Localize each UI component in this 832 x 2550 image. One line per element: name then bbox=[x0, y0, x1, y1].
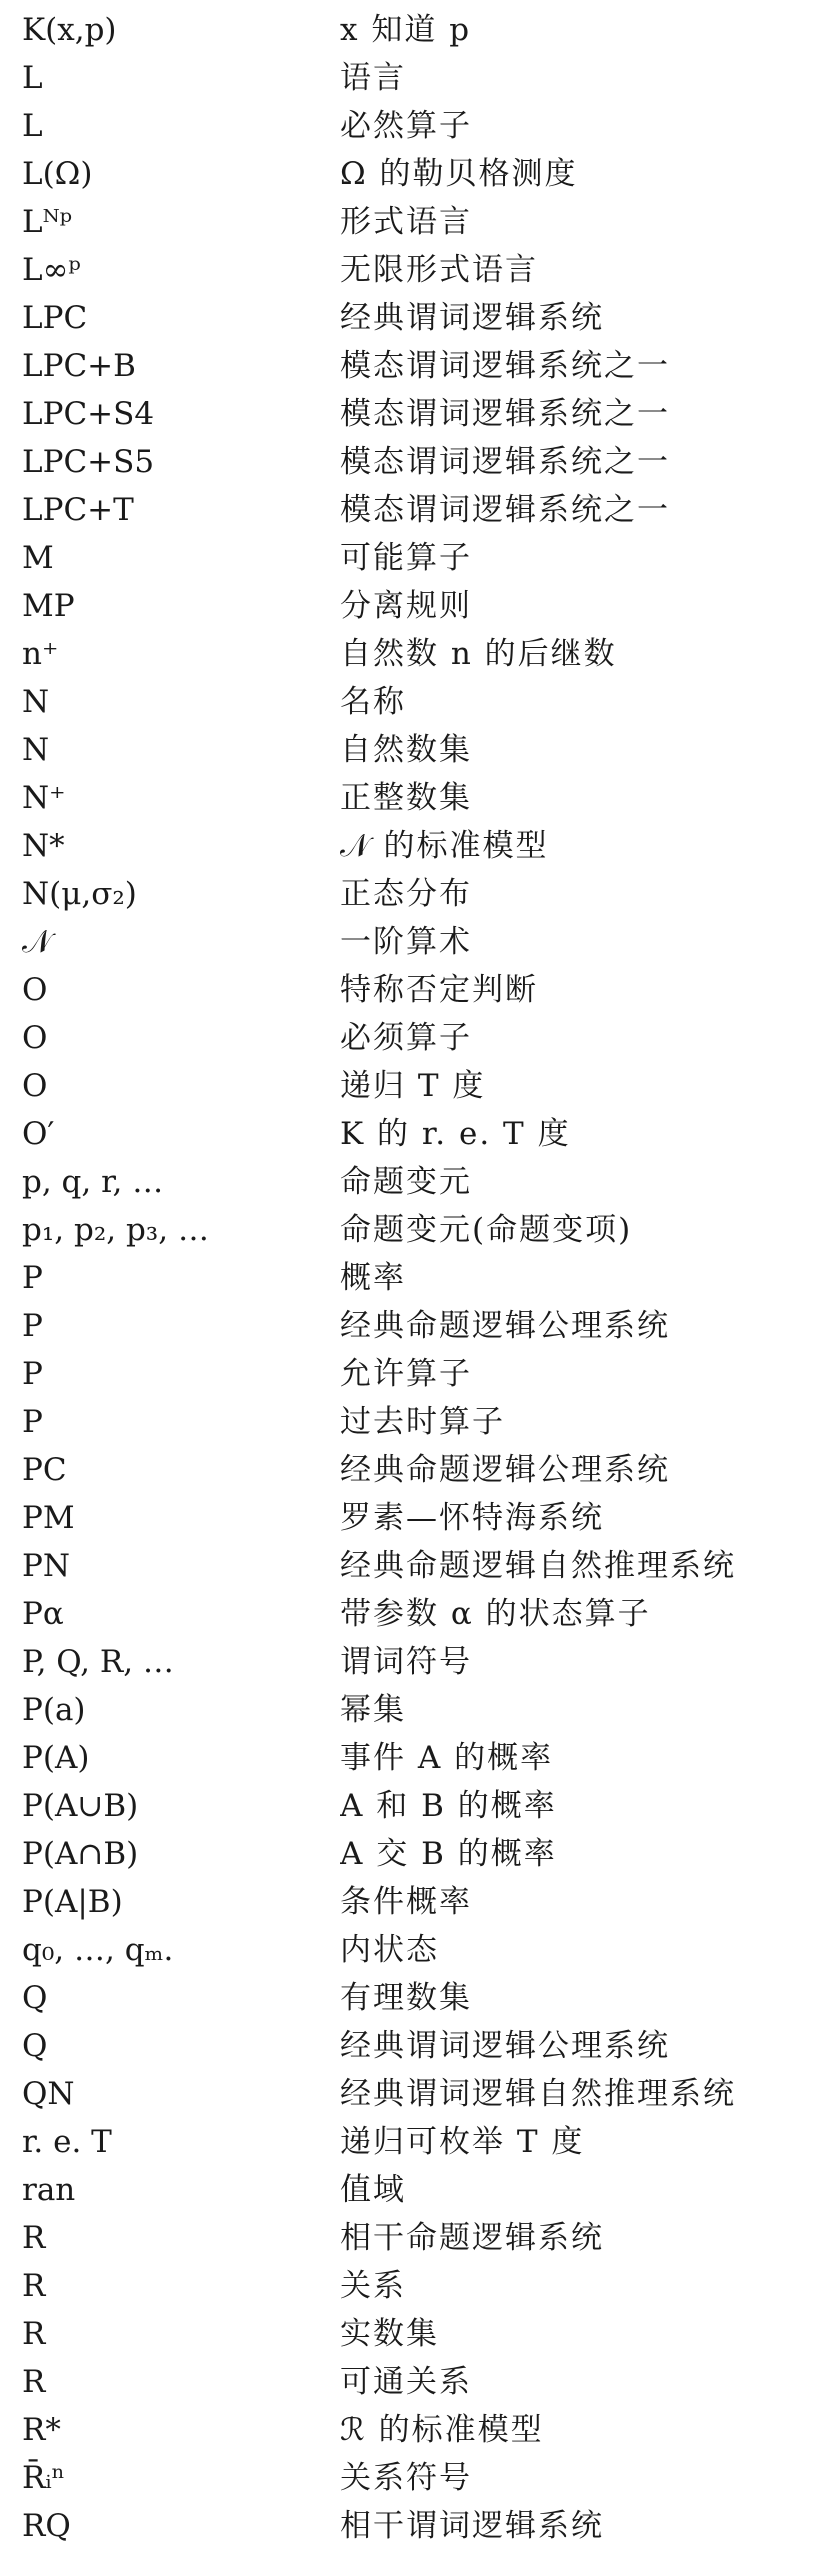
symbol-meaning: 𝒩 的标准模型 bbox=[340, 828, 549, 864]
glossary-row bbox=[0, 678, 832, 726]
symbol-meaning: 值域 bbox=[340, 2172, 406, 2208]
glossary-row bbox=[0, 6, 832, 54]
symbol-term: M bbox=[22, 540, 54, 576]
symbol-term: N bbox=[22, 732, 50, 768]
symbol-meaning: 经典谓词逻辑自然推理系统 bbox=[340, 2076, 736, 2112]
glossary-row bbox=[0, 534, 832, 582]
symbol-term: O bbox=[22, 972, 48, 1008]
symbol-term: R bbox=[22, 2364, 46, 2400]
symbol-term: PN bbox=[22, 1548, 70, 1584]
symbol-term: R bbox=[22, 2268, 46, 2304]
symbol-term: n⁺ bbox=[22, 636, 59, 672]
glossary-row bbox=[0, 438, 832, 486]
symbol-term: 𝒩 bbox=[22, 924, 52, 960]
symbol-meaning: 正态分布 bbox=[340, 876, 472, 912]
glossary-row bbox=[0, 246, 832, 294]
symbol-term: QN bbox=[22, 2076, 75, 2112]
symbol-meaning: 实数集 bbox=[340, 2316, 439, 2352]
symbol-meaning: x 知道 p bbox=[340, 12, 472, 48]
symbol-term: P, Q, R, … bbox=[22, 1644, 174, 1680]
glossary-row bbox=[0, 1302, 832, 1350]
symbol-term: L bbox=[22, 108, 43, 144]
symbol-meaning: 模态谓词逻辑系统之一 bbox=[340, 492, 670, 528]
symbol-term: Q bbox=[22, 2028, 48, 2064]
symbol-term: O′ bbox=[22, 1116, 55, 1152]
symbol-meaning: 经典命题逻辑公理系统 bbox=[340, 1308, 670, 1344]
symbol-term: P bbox=[22, 1404, 43, 1440]
symbol-term: N(μ,σ₂) bbox=[22, 876, 137, 912]
symbol-meaning: 命题变元 bbox=[340, 1164, 472, 1200]
glossary-row bbox=[0, 2310, 832, 2358]
symbol-term: PC bbox=[22, 1452, 67, 1488]
symbol-term: O bbox=[22, 1020, 48, 1056]
symbol-meaning: Ω 的勒贝格测度 bbox=[340, 156, 578, 192]
symbol-meaning: 正整数集 bbox=[340, 780, 472, 816]
glossary-row bbox=[0, 1590, 832, 1638]
glossary-row bbox=[0, 54, 832, 102]
glossary-row bbox=[0, 870, 832, 918]
symbol-term: PM bbox=[22, 1500, 75, 1536]
symbol-term: R bbox=[22, 2220, 46, 2256]
glossary-row bbox=[0, 1062, 832, 1110]
glossary-row bbox=[0, 1446, 832, 1494]
symbol-term: Lᴺᵖ bbox=[22, 204, 73, 240]
symbol-term: R* bbox=[22, 2412, 61, 2448]
symbol-term: O bbox=[22, 1068, 48, 1104]
symbol-meaning: A 和 B 的概率 bbox=[340, 1788, 557, 1824]
symbol-meaning: 语言 bbox=[340, 60, 406, 96]
glossary-row bbox=[0, 1782, 832, 1830]
glossary-row bbox=[0, 1110, 832, 1158]
glossary-row bbox=[0, 342, 832, 390]
symbol-meaning: 谓词符号 bbox=[340, 1644, 472, 1680]
symbol-term: P bbox=[22, 1260, 43, 1296]
symbol-meaning: 递归 T 度 bbox=[340, 1068, 486, 1104]
symbol-term: P(A∪B) bbox=[22, 1788, 139, 1824]
glossary-row bbox=[0, 1254, 832, 1302]
glossary-row bbox=[0, 486, 832, 534]
glossary-row bbox=[0, 582, 832, 630]
glossary-row bbox=[0, 1158, 832, 1206]
symbol-term: N⁺ bbox=[22, 780, 66, 816]
symbol-meaning: 模态谓词逻辑系统之一 bbox=[340, 396, 670, 432]
glossary-row bbox=[0, 918, 832, 966]
symbol-term: q₀, …, qₘ. bbox=[22, 1932, 174, 1968]
symbol-meaning: 概率 bbox=[340, 1260, 406, 1296]
symbol-term: RQ bbox=[22, 2508, 71, 2544]
symbol-term: P bbox=[22, 1356, 43, 1392]
symbol-meaning: 相干命题逻辑系统 bbox=[340, 2220, 604, 2256]
symbol-meaning: 递归可枚举 T 度 bbox=[340, 2124, 585, 2160]
symbol-term: p₁, p₂, p₃, … bbox=[22, 1212, 209, 1248]
symbol-term: R bbox=[22, 2316, 46, 2352]
symbol-meaning: 无限形式语言 bbox=[340, 252, 538, 288]
symbol-term: P bbox=[22, 1308, 43, 1344]
symbol-term: P(A) bbox=[22, 1740, 90, 1776]
symbol-meaning: 有理数集 bbox=[340, 1980, 472, 2016]
symbol-term: R̄ᵢⁿ bbox=[22, 2460, 65, 2496]
symbol-meaning: A 交 B 的概率 bbox=[340, 1836, 557, 1872]
glossary-row bbox=[0, 1350, 832, 1398]
glossary-row bbox=[0, 2166, 832, 2214]
symbol-meaning: 形式语言 bbox=[340, 204, 472, 240]
glossary-row bbox=[0, 2070, 832, 2118]
glossary-row bbox=[0, 1014, 832, 1062]
symbol-meaning: ℛ 的标准模型 bbox=[340, 2412, 544, 2448]
glossary-row bbox=[0, 1206, 832, 1254]
symbol-meaning: 关系符号 bbox=[340, 2460, 472, 2496]
symbol-meaning: 分离规则 bbox=[340, 588, 472, 624]
symbol-meaning: 经典命题逻辑公理系统 bbox=[340, 1452, 670, 1488]
symbol-term: LPC bbox=[22, 300, 88, 336]
glossary-row bbox=[0, 822, 832, 870]
symbol-term: p, q, r, … bbox=[22, 1164, 164, 1200]
symbol-term: N* bbox=[22, 828, 65, 864]
glossary-row bbox=[0, 1542, 832, 1590]
symbol-term: P(A∩B) bbox=[22, 1836, 139, 1872]
glossary-row bbox=[0, 1974, 832, 2022]
symbol-meaning: 允许算子 bbox=[340, 1356, 472, 1392]
glossary-row bbox=[0, 2022, 832, 2070]
glossary-row bbox=[0, 1926, 832, 1974]
glossary-row bbox=[0, 1734, 832, 1782]
glossary-row bbox=[0, 2118, 832, 2166]
glossary-row bbox=[0, 294, 832, 342]
symbol-term: Pα bbox=[22, 1596, 64, 1632]
symbol-meaning: 模态谓词逻辑系统之一 bbox=[340, 348, 670, 384]
glossary-row bbox=[0, 102, 832, 150]
glossary-row bbox=[0, 2214, 832, 2262]
symbol-meaning: 自然数集 bbox=[340, 732, 472, 768]
symbol-meaning: 罗素—怀特海系统 bbox=[340, 1500, 604, 1536]
symbol-meaning: 经典命题逻辑自然推理系统 bbox=[340, 1548, 736, 1584]
symbol-meaning: 内状态 bbox=[340, 1932, 439, 1968]
symbol-term: LPC+S4 bbox=[22, 396, 155, 432]
glossary-row bbox=[0, 2454, 832, 2502]
glossary-row bbox=[0, 2358, 832, 2406]
glossary-row bbox=[0, 2406, 832, 2454]
symbol-meaning: 必须算子 bbox=[340, 1020, 472, 1056]
symbol-term: K(x,p) bbox=[22, 12, 117, 48]
symbol-term: P(A|B) bbox=[22, 1884, 123, 1920]
symbol-meaning: 命题变元(命题变项) bbox=[340, 1212, 633, 1248]
symbol-term: LPC+B bbox=[22, 348, 136, 384]
glossary-row bbox=[0, 1686, 832, 1734]
glossary-row bbox=[0, 390, 832, 438]
symbol-term: L∞ᵖ bbox=[22, 252, 81, 288]
symbol-meaning: 相干谓词逻辑系统 bbox=[340, 2508, 604, 2544]
glossary-row bbox=[0, 774, 832, 822]
symbol-term: P(a) bbox=[22, 1692, 86, 1728]
symbol-meaning: 过去时算子 bbox=[340, 1404, 505, 1440]
glossary-row bbox=[0, 630, 832, 678]
glossary-row bbox=[0, 1878, 832, 1926]
symbol-meaning: 自然数 n 的后继数 bbox=[340, 636, 617, 672]
glossary-row bbox=[0, 2262, 832, 2310]
symbol-term: N bbox=[22, 684, 50, 720]
symbol-term: LPC+T bbox=[22, 492, 134, 528]
symbol-meaning: 幂集 bbox=[340, 1692, 406, 1728]
symbol-meaning: 事件 A 的概率 bbox=[340, 1740, 554, 1776]
symbol-meaning: 带参数 α 的状态算子 bbox=[340, 1596, 651, 1632]
symbol-meaning: 可能算子 bbox=[340, 540, 472, 576]
symbol-term: Q bbox=[22, 1980, 48, 2016]
symbol-meaning: 经典谓词逻辑系统 bbox=[340, 300, 604, 336]
glossary-row bbox=[0, 2502, 832, 2550]
symbol-term: L bbox=[22, 60, 43, 96]
symbol-meaning: K 的 r. e. T 度 bbox=[340, 1116, 571, 1152]
symbol-term: MP bbox=[22, 588, 75, 624]
glossary-row bbox=[0, 1638, 832, 1686]
symbol-meaning: 经典谓词逻辑公理系统 bbox=[340, 2028, 670, 2064]
glossary-row bbox=[0, 966, 832, 1014]
glossary-row bbox=[0, 198, 832, 246]
symbol-meaning: 条件概率 bbox=[340, 1884, 472, 1920]
glossary-row bbox=[0, 1494, 832, 1542]
symbol-term: L(Ω) bbox=[22, 156, 93, 192]
symbol-term: LPC+S5 bbox=[22, 444, 155, 480]
symbol-meaning: 可通关系 bbox=[340, 2364, 472, 2400]
symbol-meaning: 特称否定判断 bbox=[340, 972, 538, 1008]
glossary-row bbox=[0, 1830, 832, 1878]
symbol-term: r. e. T bbox=[22, 2124, 112, 2160]
glossary-row bbox=[0, 1398, 832, 1446]
symbol-meaning: 关系 bbox=[340, 2268, 406, 2304]
glossary-row bbox=[0, 150, 832, 198]
glossary-row bbox=[0, 726, 832, 774]
symbol-meaning: 模态谓词逻辑系统之一 bbox=[340, 444, 670, 480]
symbol-meaning: 一阶算术 bbox=[340, 924, 472, 960]
symbol-meaning: 名称 bbox=[340, 684, 406, 720]
symbol-term: ran bbox=[22, 2172, 76, 2208]
symbol-meaning: 必然算子 bbox=[340, 108, 472, 144]
